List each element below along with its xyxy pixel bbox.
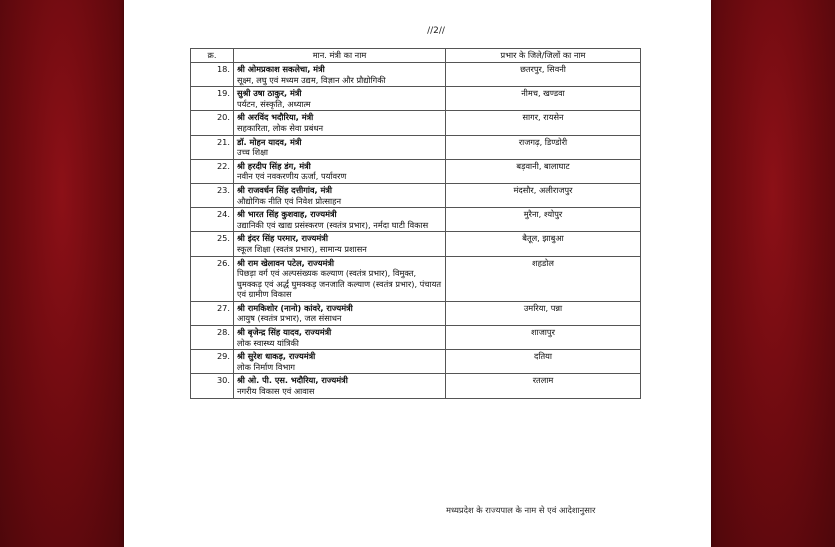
row-sno: 29. <box>191 350 234 374</box>
minister-portfolio: उद्यानिकी एवं खाद्य प्रसंस्करण (स्वतंत्र प्रभार), नर्मदा घाटी विकास <box>237 219 429 230</box>
header-sno: क्र. <box>191 49 234 63</box>
row-sno: 27. <box>191 301 234 325</box>
minister-name: श्री रामकिशोर (नानो) कांवरे, राज्यमंत्री <box>237 302 353 313</box>
table-row <box>191 301 641 325</box>
row-minister <box>234 301 446 325</box>
table-row <box>191 111 641 135</box>
row-districts: शहडोल <box>446 256 641 301</box>
minister-portfolio: स्कूल शिक्षा (स्वतंत्र प्रभार), सामान्य प्रशासन <box>237 243 367 254</box>
row-districts: शाजापुर <box>446 326 641 350</box>
row-minister <box>234 111 446 135</box>
minister-name: श्री बृजेन्द्र सिंह यादव, राज्यमंत्री <box>237 327 332 338</box>
table-body <box>191 63 641 399</box>
minister-name: श्री राम खेलावन पटेल, राज्यमंत्री <box>237 257 335 268</box>
minister-portfolio: आयुष (स्वतंत्र प्रभार), जल संसाधन <box>237 313 342 324</box>
background-left <box>0 0 124 547</box>
row-minister <box>234 159 446 183</box>
row-sno: 28. <box>191 326 234 350</box>
minister-name: श्री हरदीप सिंह डंग, मंत्री <box>237 160 311 171</box>
row-minister <box>234 208 446 232</box>
row-districts: रतलाम <box>446 374 641 398</box>
table-row <box>191 87 641 111</box>
row-sno: 20. <box>191 111 234 135</box>
table-row <box>191 256 641 301</box>
minister-portfolio: नवीन एवं नवकरणीय ऊर्जा, पर्यावरण <box>237 171 347 182</box>
row-minister <box>234 87 446 111</box>
row-districts: छतरपुर, सिवनी <box>446 63 641 87</box>
minister-name: श्री भारत सिंह कुशवाह, राज्यमंत्री <box>237 209 337 220</box>
minister-name: श्री इंदर सिंह परमार, राज्यमंत्री <box>237 233 328 244</box>
row-sno: 23. <box>191 183 234 207</box>
row-sno: 30. <box>191 374 234 398</box>
minister-portfolio: पर्यटन, संस्कृति, अध्यात्म <box>237 98 311 109</box>
document-page <box>124 0 711 547</box>
row-districts: बड़वानी, बालाघाट <box>446 159 641 183</box>
background-right <box>711 0 835 547</box>
table-row <box>191 159 641 183</box>
row-sno: 25. <box>191 232 234 256</box>
row-minister <box>234 232 446 256</box>
minister-portfolio: पिछड़ा वर्ग एवं अल्पसंख्यक कल्याण (स्वतंत्र प्रभार), विमुक्त, घुमक्कड़ एवं अर्द्ध घुमक्कड़ जनजाति कल्याण (स्वतंत्र प्रभार), पंचायत एवं ग्रामीण विकास <box>237 268 442 300</box>
minister-portfolio: औद्योगिक नीति एवं निवेश प्रोत्साहन <box>237 195 342 206</box>
minister-name: श्री ओमप्रकाश सकलेचा, मंत्री <box>237 64 325 74</box>
minister-portfolio: उच्च शिक्षा <box>237 147 269 158</box>
row-districts: नीमच, खण्डवा <box>446 87 641 111</box>
minister-name: श्री राजवर्धन सिंह दत्तीगांव, मंत्री <box>237 184 333 195</box>
row-sno: 19. <box>191 87 234 111</box>
row-minister <box>234 256 446 301</box>
row-districts: उमरिया, पन्ना <box>446 301 641 325</box>
table-row <box>191 183 641 207</box>
row-districts: दतिया <box>446 350 641 374</box>
row-minister <box>234 350 446 374</box>
minister-name: श्री ओ. पी. एस. भदौरिया, राज्यमंत्री <box>237 375 348 386</box>
minister-name: सुश्री उषा ठाकुर, मंत्री <box>237 88 302 99</box>
header-minister-name: मान. मंत्री का नाम <box>234 49 446 63</box>
table-header-row <box>191 49 641 63</box>
table-row <box>191 374 641 398</box>
table-row <box>191 350 641 374</box>
table-row <box>191 326 641 350</box>
minister-portfolio: सूक्ष्म, लघु एवं मध्यम उद्यम, विज्ञान और प्रौद्योगिकी <box>237 74 386 85</box>
minister-portfolio: लोक निर्माण विभाग <box>237 361 295 372</box>
minister-name: श्री अरविंद भदौरिया, मंत्री <box>237 112 314 123</box>
row-sno: 21. <box>191 135 234 159</box>
minister-portfolio: नगरीय विकास एवं आवास <box>237 386 315 397</box>
table-row <box>191 232 641 256</box>
row-districts: मंदसौर, अलीराजपुर <box>446 183 641 207</box>
ministers-table <box>190 48 641 399</box>
table-row <box>191 208 641 232</box>
page-number: //2// <box>427 26 445 36</box>
row-minister <box>234 135 446 159</box>
minister-portfolio: सहकारिता, लोक सेवा प्रबंधन <box>237 122 324 133</box>
minister-name: डॉ. मोहन यादव, मंत्री <box>237 136 302 147</box>
row-districts: राजगढ़, डिण्डोरी <box>446 135 641 159</box>
minister-name: श्री सुरेश धाकड़, राज्यमंत्री <box>237 351 316 362</box>
row-districts: मुरैना, श्योपुर <box>446 208 641 232</box>
row-districts: बैतूल, झाबुआ <box>446 232 641 256</box>
row-sno: 26. <box>191 256 234 301</box>
row-sno: 18. <box>191 63 234 87</box>
row-sno: 24. <box>191 208 234 232</box>
table-row <box>191 63 641 87</box>
footer-note: मध्यप्रदेश के राज्यपाल के नाम से एवं आदेशानुसार <box>446 505 596 515</box>
header-districts: प्रभार के जिले/जिलों का नाम <box>446 49 641 63</box>
row-minister <box>234 183 446 207</box>
row-minister <box>234 326 446 350</box>
row-minister <box>234 374 446 398</box>
table-row <box>191 135 641 159</box>
row-minister <box>234 63 446 87</box>
row-districts: सागर, रायसेन <box>446 111 641 135</box>
row-sno: 22. <box>191 159 234 183</box>
minister-portfolio: लोक स्वास्थ्य यांत्रिकी <box>237 337 299 348</box>
